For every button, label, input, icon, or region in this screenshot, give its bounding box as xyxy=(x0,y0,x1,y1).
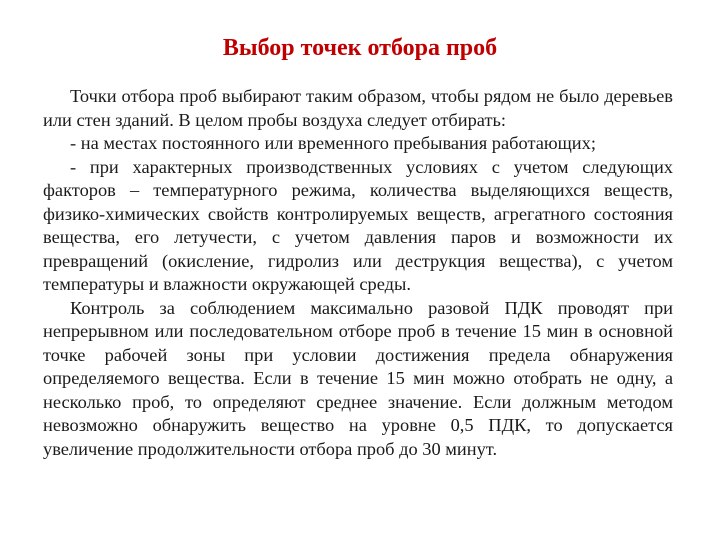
slide-body xyxy=(43,85,673,461)
paragraph-control: Контроль за соблюдением максимально разовой ПДК проводят при непрерывном или последовательном отборе проб в течение 15 мин в основной точке рабочей зоны при условии достижения предела обнаружения определяемого вещества. Если в течение 15 мин можно отобрать не одну, а несколько проб, то определяют среднее значение. Если должным методом невозможно обнаружить вещество на уровне 0,5 ПДК, то допускается увеличение продолжительности отбора проб до 30 минут. xyxy=(43,297,673,459)
slide-title: Выбор точек отбора проб xyxy=(222,35,498,61)
bullet-workplaces: - на местах постоянного или временного пребывания работающих; xyxy=(70,133,596,153)
bullet-conditions: - при характерных производственных условиях с учетом следующих факторов – температурного режима, количества выделяющихся веществ, физико-химических свойств контролируемых веществ, агрегатного состояния вещества, его летучести, с учетом давления паров и возможности их превращений (окисление, гидролиз или деструкция вещества), с учетом температуры и влажности окружающей среды. xyxy=(43,156,673,294)
paragraph-intro: Точки отбора проб выбирают таким образом, чтобы рядом не было деревьев или стен зданий. В целом пробы воздуха следует отбирать: xyxy=(43,86,673,130)
